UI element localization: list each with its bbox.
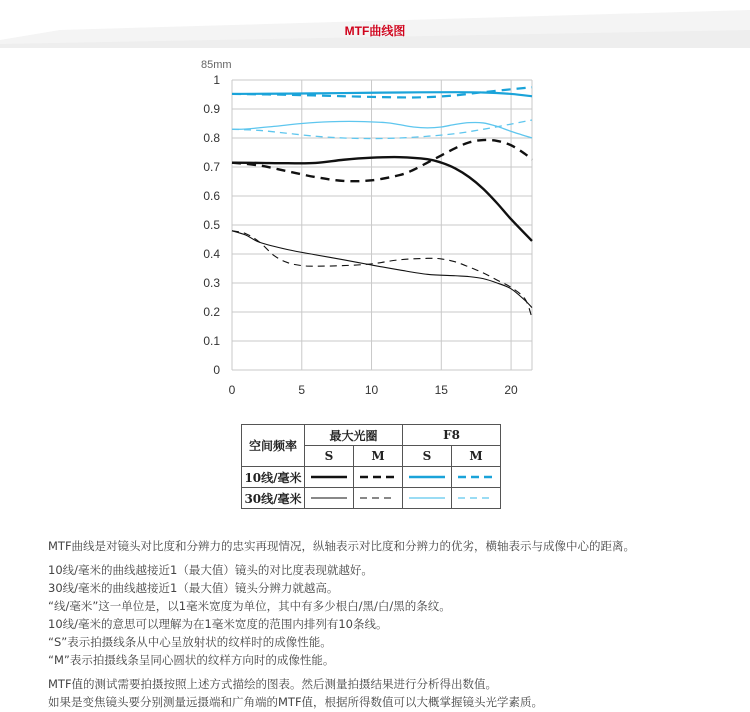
note-intro: MTF曲线是对镜头对比度和分辨力的忠实再现情况，纵轴表示对比度和分辨力的优劣，横轴表示与成像中心的距离。 xyxy=(48,539,636,553)
note-line: “线/毫米”这一单位是，以1毫米宽度为单位，其中有多少根白/黑/白/黑的条纹。 xyxy=(48,599,451,613)
legend-m-label: M xyxy=(452,446,501,467)
legend-swatch-f8-30-m xyxy=(456,495,496,501)
legend-header-f8: F8 xyxy=(403,425,501,446)
series-line-7 xyxy=(232,121,532,138)
y-tick-label: 0.2 xyxy=(203,305,220,319)
legend-m-label: M xyxy=(354,446,403,467)
legend-row-30: 30线/毫米 xyxy=(242,488,305,509)
series-line-3 xyxy=(232,231,532,308)
legend-swatch-max-10-s xyxy=(309,474,349,480)
note-line: 10线/毫米的曲线越接近1（最大值）镜头的对比度表现就越好。 xyxy=(48,563,373,577)
note-line: 30线/毫米的曲线越接近1（最大值）镜头分辨力就越高。 xyxy=(48,581,339,595)
legend-table xyxy=(241,424,501,509)
y-tick-label: 0.6 xyxy=(203,189,220,203)
x-tick-label: 15 xyxy=(434,383,448,397)
x-tick-label: 10 xyxy=(364,383,379,397)
x-tick-label: 20 xyxy=(504,383,518,397)
x-tick-label: 5 xyxy=(298,383,306,397)
legend-swatch-max-30-m xyxy=(358,495,398,501)
y-tick-label: 0.1 xyxy=(203,334,220,348)
legend-row-10: 10线/毫米 xyxy=(242,467,305,488)
y-tick-label: 0 xyxy=(213,363,220,377)
legend-swatch-max-10-m xyxy=(358,474,398,480)
y-tick-label: 0.8 xyxy=(203,131,220,145)
notes-section xyxy=(48,537,635,711)
series-line-2 xyxy=(232,140,532,181)
note-line: MTF值的测试需要拍摄按照上述方式描绘的图表。然后测量拍摄结果进行分析得出数值。 xyxy=(48,677,498,691)
y-tick-label: 0.4 xyxy=(203,247,220,261)
page-title: MTF曲线图 xyxy=(344,24,406,38)
y-tick-label: 0.5 xyxy=(203,218,220,232)
legend-swatch-max-30-s xyxy=(309,495,349,501)
y-tick-label: 0.7 xyxy=(203,160,220,174)
legend-swatch-f8-10-m xyxy=(456,474,496,480)
legend-s-label: S xyxy=(403,446,452,467)
y-tick-label: 0.9 xyxy=(203,102,220,116)
legend-header-spatial: 空间频率 xyxy=(242,425,305,467)
legend-swatch-f8-10-s xyxy=(407,474,447,480)
note-line: 10线/毫米的意思可以理解为在1毫米宽度的范围内排列有10条线。 xyxy=(48,617,388,631)
note-line: “M”表示拍摄线条呈同心圆状的纹样方向时的成像性能。 xyxy=(48,653,335,667)
series-line-4 xyxy=(232,231,532,318)
x-tick-label: 0 xyxy=(228,383,236,397)
note-line: “S”表示拍摄线条从中心呈放射状的纹样时的成像性能。 xyxy=(48,635,332,649)
legend-header-max-aperture: 最大光圈 xyxy=(305,425,403,446)
note-line: 如果是变焦镜头要分别测量远摄端和广角端的MTF值，根据所得数值可以大概掌握镜头光学素质。 xyxy=(48,695,544,709)
y-tick-label: 1 xyxy=(213,73,220,87)
legend-swatch-f8-30-s xyxy=(407,495,447,501)
legend-s-label: S xyxy=(305,446,354,467)
focal-length-label: 85mm xyxy=(201,59,232,71)
y-tick-label: 0.3 xyxy=(203,276,220,290)
